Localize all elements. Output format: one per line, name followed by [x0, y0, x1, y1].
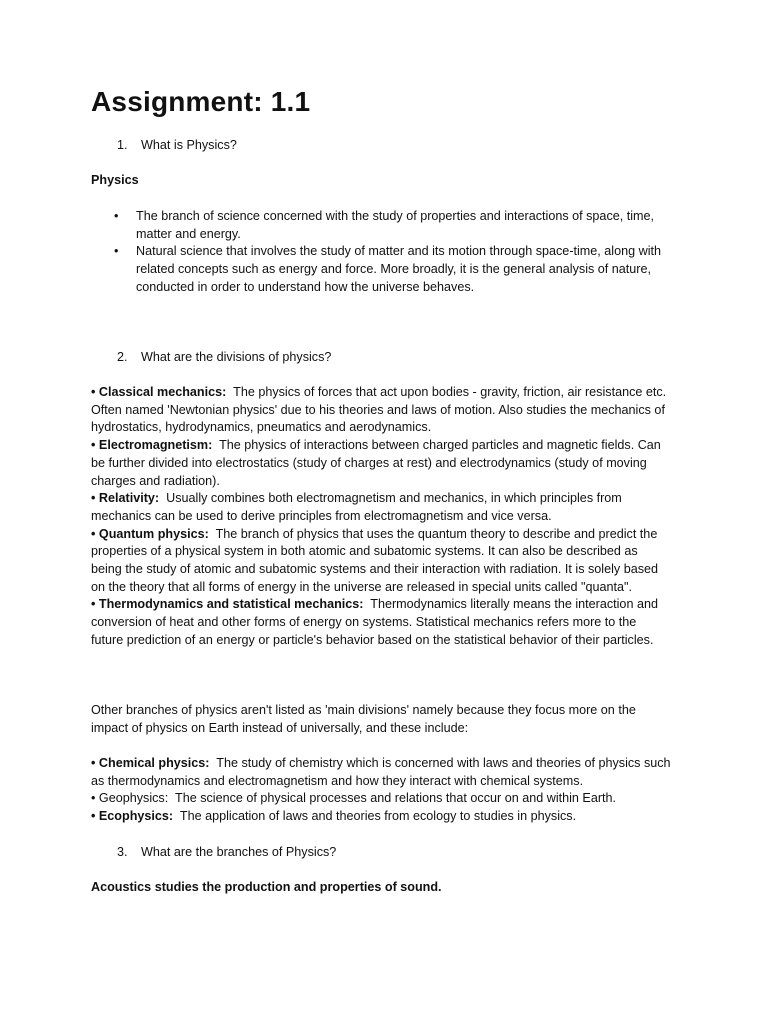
division-term: Thermodynamics and statistical mechanics:	[98, 597, 364, 612]
division-item	[91, 437, 671, 490]
physics-label: Physics	[91, 173, 139, 187]
division-text: The branch of physics that uses the quantum theory to describe and predict the properties of a physical system in both atomic and subatomic systems. It can also be described as being the study of atomic and subatomic systems and their interaction with radiation. It is solely based on the theory that all forms of energy in the universe are released in special units called "quanta".	[91, 526, 659, 594]
branch-item	[91, 790, 671, 808]
list-item-text: Natural science that involves the study of matter and its motion through space-time, along with related concepts such as energy and force. More broadly, it is the general analysis of nature, conducted in order to understand how the universe behaves.	[136, 244, 662, 294]
branch-term: • Geophysics:	[91, 791, 169, 806]
bullet-icon: •	[91, 438, 96, 453]
question-text: What are the branches of Physics?	[141, 845, 337, 859]
branch-item	[91, 808, 671, 826]
bullet-icon: •	[114, 244, 119, 259]
list-item	[91, 243, 681, 296]
bullet-icon: •	[91, 491, 96, 506]
list-item	[91, 208, 681, 243]
page-title: Assignment: 1.1	[91, 86, 311, 117]
division-term: Relativity:	[98, 491, 160, 506]
list-item-text: The branch of science concerned with the study of properties and interactions of space, time, matter and energy.	[136, 209, 655, 241]
question-number: 1.	[117, 138, 128, 152]
bullet-icon: •	[91, 526, 96, 541]
division-text: The physics of interactions between charged particles and magnetic fields. Can be further divided into electrostatics (study of charges at rest) and electrodynamics (study of moving charges and radiation).	[91, 438, 661, 488]
physics-definition-list	[91, 208, 681, 297]
branch-text: The science of physical processes and relations that occur on and within Earth.	[175, 791, 617, 806]
other-branches-intro: Other branches of physics aren't listed as 'main divisions' namely because they focus more on the impact of physics on Earth instead of universally, and these include:	[91, 703, 636, 735]
branch-text: The application of laws and theories from ecology to studies in physics.	[179, 809, 577, 824]
division-text: Thermodynamics literally means the interaction and conversion of heat and other forms of energy on systems. Statistical mechanics refers more to the future prediction of an energy or particle's behavior based on the statistical behavior of their particles.	[91, 597, 658, 647]
division-item	[91, 526, 671, 597]
division-text: The physics of forces that act upon bodies - gravity, friction, air resistance etc. Often named 'Newtonian physics' due to his theories and laws of motion. Also studies the mechanics of hydrostatics, hydrodynamics, pneumatics and aerodynamics.	[91, 385, 667, 435]
question-text: What are the divisions of physics?	[141, 350, 332, 364]
question-number: 3.	[117, 845, 128, 859]
question-2	[117, 349, 331, 367]
branch-item	[91, 755, 671, 790]
divisions-section	[91, 384, 671, 650]
branch-term: • Ecophysics:	[91, 809, 174, 824]
division-term: Classical mechanics:	[98, 385, 227, 399]
other-branches-section	[91, 755, 671, 826]
question-text: What is Physics?	[141, 138, 237, 152]
division-item	[91, 490, 671, 525]
division-item	[91, 596, 671, 649]
bullet-icon: •	[91, 385, 96, 399]
acoustics-definition: Acoustics studies the production and properties of sound.	[91, 880, 442, 894]
bullet-icon: •	[114, 209, 119, 223]
division-term: Electromagnetism:	[98, 438, 213, 453]
branch-term: • Chemical physics:	[91, 756, 210, 770]
division-text: Usually combines both electromagnetism and mechanics, in which principles from mechanics can be used to derive principles from electromagnetism and vice versa.	[91, 491, 622, 523]
division-item	[91, 384, 671, 437]
division-term: Quantum physics:	[98, 526, 209, 541]
question-3	[117, 844, 336, 862]
question-number: 2.	[117, 350, 128, 364]
bullet-icon: •	[91, 597, 96, 612]
question-1	[117, 137, 237, 155]
branch-text: The study of chemistry which is concerned with laws and theories of physics such as thermodynamics and electromagnetism and how they interact with chemical systems.	[91, 756, 671, 788]
